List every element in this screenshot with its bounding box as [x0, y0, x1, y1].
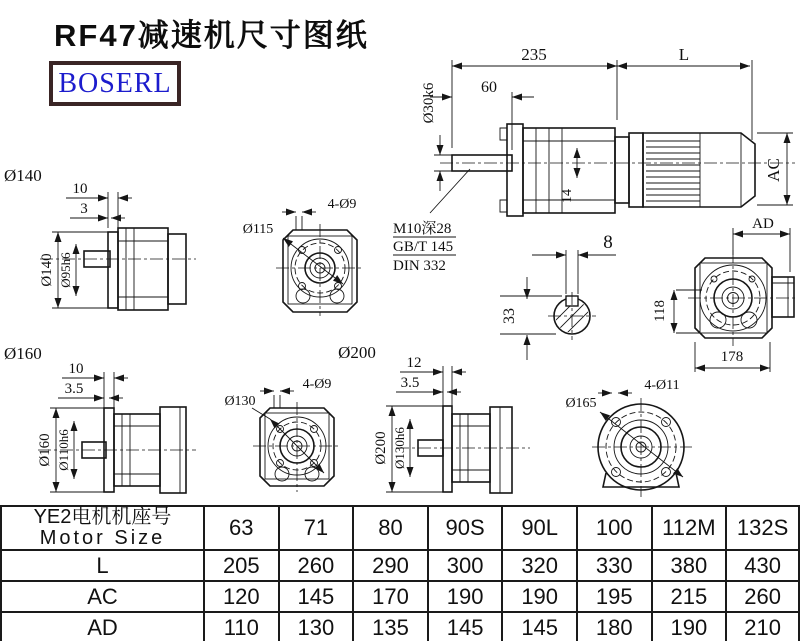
dimension-table: [0, 505, 800, 641]
shaft-section-view: [500, 232, 632, 360]
dim-12-label: 12: [406, 355, 422, 371]
dim-AD-label: AD: [752, 216, 774, 232]
flange160-side-view: [4, 344, 196, 493]
flange200-title: Ø200: [338, 343, 376, 362]
boserl-logo-text: BOSERL: [58, 67, 172, 99]
flange140-endcap: [168, 234, 186, 304]
dia200-label: Ø200: [373, 431, 389, 465]
table-cell: 195: [577, 581, 652, 612]
motor-fins: [646, 133, 741, 207]
table-cell: 290: [353, 550, 428, 581]
key-height-label: 33: [501, 308, 518, 324]
flange160-title: Ø160: [4, 344, 42, 363]
dim-AC-label: AC: [764, 158, 783, 182]
flange200-endcap: [490, 407, 512, 493]
dim-160-35-label: 3.5: [64, 381, 84, 397]
bolt165-label: Ø165: [565, 396, 597, 411]
dim-235-label: 235: [521, 45, 547, 64]
size-col-80: 80: [353, 506, 428, 550]
page-title: RF47减速机尺寸图纸: [54, 18, 369, 53]
flange200-holes-extensions: [274, 395, 280, 408]
flange140-title: Ø140: [4, 166, 42, 185]
motor-size-header-cn: YE2电机机座号: [33, 506, 172, 528]
spigot95-label: Ø95h6: [58, 252, 73, 288]
table-row-AD: [1, 612, 799, 641]
motor-size-header-en: Motor Size: [39, 527, 166, 549]
spigot130-label: Ø130h6: [392, 427, 407, 469]
dim-L-label: L: [678, 45, 690, 64]
section-crosshair: [548, 292, 596, 340]
table-cell: 180: [577, 612, 652, 641]
shaft-tap-note: [393, 220, 456, 274]
dim-160-10-label: 10: [68, 361, 84, 377]
table-cell: 190: [502, 581, 577, 612]
row-label: L: [1, 550, 204, 581]
dim-118-label: 118: [652, 300, 668, 322]
holes9-label: 4-Ø9: [327, 197, 357, 212]
key-width-label: 8: [603, 232, 613, 253]
spigot110-label: Ø110h6: [56, 429, 71, 471]
flange140-crosshair: [276, 224, 364, 316]
holes11-label: 4-Ø11: [644, 378, 680, 393]
table-row-AC: [1, 581, 799, 612]
table-cell: 320: [502, 550, 577, 581]
size-col-112M: 112M: [652, 506, 727, 550]
output-flange: [507, 124, 523, 216]
bolt130-label: Ø130: [224, 394, 256, 409]
table-cell: 215: [652, 581, 727, 612]
dia140-label: Ø140: [39, 253, 55, 287]
flange200-crosshair: [253, 402, 341, 492]
table-cell: 260: [726, 581, 799, 612]
flange140-body: [118, 228, 168, 310]
motor-size-header-cell: [1, 506, 204, 550]
table-header-row: [1, 506, 799, 550]
dim-60-label: 60: [481, 79, 497, 96]
note-thread: M10深28: [393, 221, 452, 237]
boserl-logo: [49, 61, 181, 106]
holes9-extensions: [296, 216, 302, 230]
flange140-plate: [108, 232, 118, 308]
size-col-71: 71: [279, 506, 354, 550]
table-cell: 330: [577, 550, 652, 581]
flange200-front-view: [224, 343, 375, 492]
table-cell: 190: [652, 612, 727, 641]
motor-body: [643, 133, 755, 207]
endview-crosshair: [688, 250, 798, 346]
housing-step: [615, 137, 629, 203]
assembly-side-view: [393, 45, 795, 274]
table-cell: 380: [652, 550, 727, 581]
note-din: DIN 332: [393, 258, 446, 274]
dim-3-label: 3: [80, 201, 88, 217]
dim-10-label: 10: [72, 181, 88, 197]
table-cell: 300: [428, 550, 503, 581]
dim-14-label: 14: [560, 189, 575, 203]
table-cell: 210: [726, 612, 799, 641]
size-col-63: 63: [204, 506, 279, 550]
table-cell: 205: [204, 550, 279, 581]
table-cell: 190: [428, 581, 503, 612]
table-cell: 135: [353, 612, 428, 641]
dia160-label: Ø160: [37, 433, 53, 467]
table-cell: 130: [279, 612, 354, 641]
motor-adapter: [629, 133, 643, 207]
size-col-90L: 90L: [502, 506, 577, 550]
table-cell: 110: [204, 612, 279, 641]
row-label: AD: [1, 612, 204, 641]
end-view: [652, 250, 798, 372]
table-cell: 120: [204, 581, 279, 612]
flange200-holes-label: 4-Ø9: [302, 377, 332, 392]
size-col-132S: 132S: [726, 506, 799, 550]
table-cell: 145: [428, 612, 503, 641]
flange-ears: [500, 128, 507, 212]
terminal-box-lines: [772, 277, 794, 317]
size-col-90S: 90S: [428, 506, 503, 550]
motor-flange-view: [565, 378, 692, 497]
shaft-dia-label: Ø30k6: [421, 82, 437, 124]
table-cell: 145: [502, 612, 577, 641]
bolt115-label: Ø115: [242, 222, 274, 237]
table-cell: 145: [279, 581, 354, 612]
flange140-front-view: [243, 197, 364, 316]
size-col-100: 100: [577, 506, 652, 550]
dim-178-label: 178: [720, 349, 744, 365]
flange200-plate: [443, 406, 452, 492]
table-cell: 260: [279, 550, 354, 581]
row-label: AC: [1, 581, 204, 612]
note-gbt: GB/T 145: [393, 239, 454, 255]
flange200-side-view: [373, 355, 530, 493]
flange140-side-view: [4, 166, 196, 310]
table-cell: 170: [353, 581, 428, 612]
dim-200-35-label: 3.5: [400, 375, 420, 391]
motor-flange-crosshair: [592, 398, 692, 497]
table-cell: 430: [726, 550, 799, 581]
table-row-L: [1, 550, 799, 581]
